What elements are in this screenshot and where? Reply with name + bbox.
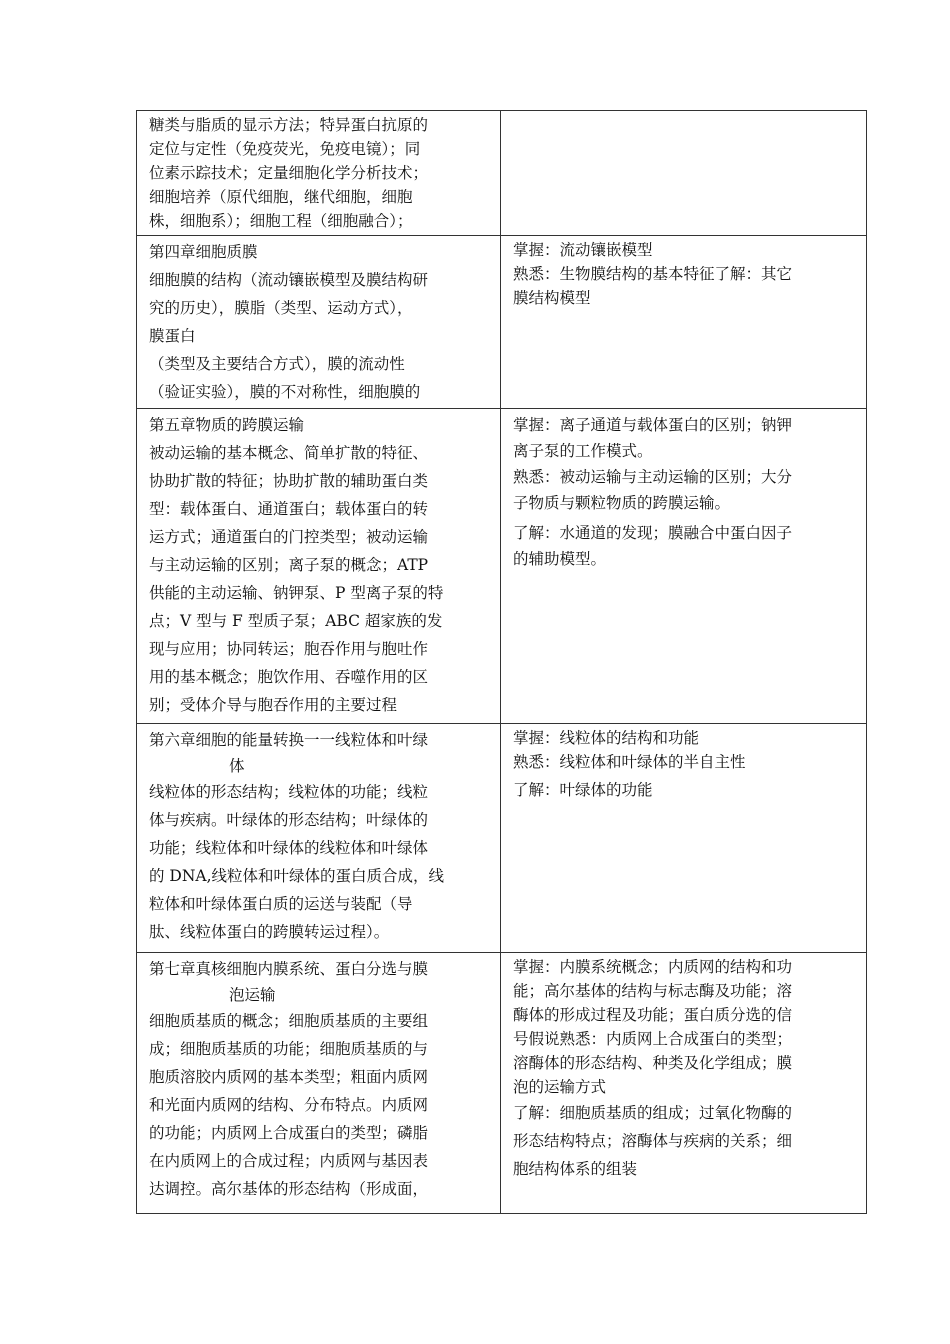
content-line: 成；细胞质基质的功能；细胞质基质的与 bbox=[149, 1040, 429, 1058]
content-line: 细胞膜的结构（流动镶嵌模型及膜结构研 bbox=[149, 271, 429, 289]
content-line: 胞质溶胶内质网的基本类型；粗面内质网 bbox=[149, 1068, 429, 1086]
chapter-title-cont: 泡运输 bbox=[229, 986, 276, 1004]
content-line: 株，细胞系）；细胞工程（细胞融合）； bbox=[149, 212, 413, 230]
content-line: （类型及主要结合方式），膜的流动性 bbox=[149, 355, 405, 373]
content-cell bbox=[137, 409, 501, 724]
table-row bbox=[137, 724, 867, 953]
chapter-title: 第七章真核细胞内膜系统、蛋白分选与膜 bbox=[149, 960, 429, 978]
requirement-line: 胞结构体系的组装 bbox=[513, 1160, 638, 1178]
requirement-line: 的辅助模型。 bbox=[513, 550, 607, 568]
table-row bbox=[137, 236, 867, 409]
table-row bbox=[137, 409, 867, 724]
requirement-line: 号假说熟悉：内质网上合成蛋白的类型； bbox=[513, 1030, 793, 1048]
content-line: 被动运输的基本概念、简单扩散的特征、 bbox=[149, 444, 429, 462]
content-line: 型：载体蛋白、通道蛋白；载体蛋白的转 bbox=[149, 500, 429, 518]
content-line: 现与应用；协同转运；胞吞作用与胞吐作 bbox=[149, 640, 429, 658]
requirement-line: 膜结构模型 bbox=[513, 289, 591, 307]
content-line: 位素示踪技术；定量细胞化学分析技术； bbox=[149, 164, 429, 182]
content-line: 线粒体的形态结构；线粒体的功能；线粒 bbox=[149, 783, 429, 801]
requirement-line: 子物质与颗粒物质的跨膜运输。 bbox=[513, 494, 731, 512]
content-line: 的 DNA,线粒体和叶绿体的蛋白质合成，线 bbox=[149, 867, 445, 885]
requirement-line: 熟悉：被动运输与主动运输的区别；大分 bbox=[513, 468, 793, 486]
requirement-cell bbox=[501, 724, 867, 953]
requirement-line: 了解：叶绿体的功能 bbox=[513, 781, 653, 799]
requirement-cell bbox=[501, 953, 867, 1214]
content-line: 与主动运输的区别；离子泵的概念；ATP bbox=[149, 556, 429, 574]
requirement-line: 能；高尔基体的结构与标志酶及功能；溶 bbox=[513, 982, 793, 1000]
requirement-line: 熟悉：线粒体和叶绿体的半自主性 bbox=[513, 753, 746, 771]
content-line: 细胞质基质的概念；细胞质基质的主要组 bbox=[149, 1012, 429, 1030]
content-line: 功能；线粒体和叶绿体的线粒体和叶绿体 bbox=[149, 839, 429, 857]
content-line: （验证实验），膜的不对称性，细胞膜的 bbox=[149, 383, 421, 401]
content-line: 肽、线粒体蛋白的跨膜转运过程）。 bbox=[149, 923, 390, 941]
content-cell bbox=[137, 111, 501, 236]
requirement-line: 泡的运输方式 bbox=[513, 1078, 607, 1096]
requirement-line: 掌握：离子通道与载体蛋白的区别；钠钾 bbox=[513, 416, 793, 434]
chapter-title: 第六章细胞的能量转换一一线粒体和叶绿 bbox=[149, 731, 429, 749]
requirement-line: 掌握：线粒体的结构和功能 bbox=[513, 729, 700, 747]
content-line: 定位与定性（免疫荧光，免疫电镜）；同 bbox=[149, 140, 421, 158]
requirement-line: 了解：细胞质基质的组成；过氧化物酶的 bbox=[513, 1104, 793, 1122]
requirement-line: 熟悉：生物膜结构的基本特征了解：其它 bbox=[513, 265, 793, 283]
requirement-line: 离子泵的工作模式。 bbox=[513, 442, 653, 460]
content-line: 在内质网上的合成过程；内质网与基因表 bbox=[149, 1152, 429, 1170]
requirement-cell bbox=[501, 236, 867, 409]
content-line: 别；受体介导与胞吞作用的主要过程 bbox=[149, 696, 398, 714]
content-line: 体与疾病。叶绿体的形态结构；叶绿体的 bbox=[149, 811, 429, 829]
content-line: 的功能；内质网上合成蛋白的类型；磷脂 bbox=[149, 1124, 429, 1142]
content-line: 协助扩散的特征；协助扩散的辅助蛋白类 bbox=[149, 472, 429, 490]
content-line: 达调控。高尔基体的形态结构（形成面， bbox=[149, 1180, 429, 1198]
requirement-cell bbox=[501, 111, 867, 236]
content-cell bbox=[137, 953, 501, 1214]
content-line: 运方式；通道蛋白的门控类型；被动运输 bbox=[149, 528, 429, 546]
requirement-line: 溶酶体的形态结构、种类及化学组成；膜 bbox=[513, 1054, 793, 1072]
content-line: 用的基本概念；胞饮作用、吞噬作用的区 bbox=[149, 668, 429, 686]
content-line: 细胞培养（原代细胞，继代细胞，细胞 bbox=[149, 188, 413, 206]
chapter-title-cont: 体 bbox=[229, 757, 245, 775]
requirement-line: 形态结构特点；溶酶体与疾病的关系；细 bbox=[513, 1132, 793, 1150]
content-line: 膜蛋白 bbox=[149, 327, 196, 345]
requirement-line: 了解：水通道的发现；膜融合中蛋白因子 bbox=[513, 524, 793, 542]
content-line: 供能的主动运输、钠钾泵、P 型离子泵的特 bbox=[149, 584, 444, 602]
content-cell bbox=[137, 724, 501, 953]
content-line: 和光面内质网的结构、分布特点。内质网 bbox=[149, 1096, 429, 1114]
table-row bbox=[137, 111, 867, 236]
requirement-cell bbox=[501, 409, 867, 724]
content-cell bbox=[137, 236, 501, 409]
chapter-title: 第四章细胞质膜 bbox=[149, 243, 258, 261]
syllabus-table bbox=[136, 110, 867, 1214]
requirement-line: 酶体的形成过程及功能；蛋白质分选的信 bbox=[513, 1006, 793, 1024]
content-line: 粒体和叶绿体蛋白质的运送与装配（导 bbox=[149, 895, 413, 913]
content-line: 糖类与脂质的显示方法；特异蛋白抗原的 bbox=[149, 116, 429, 134]
table-row bbox=[137, 953, 867, 1214]
requirement-line: 掌握：流动镶嵌模型 bbox=[513, 241, 653, 259]
chapter-title: 第五章物质的跨膜运输 bbox=[149, 416, 305, 434]
content-line: 点；V 型与 F 型质子泵；ABC 超家族的发 bbox=[149, 612, 443, 630]
content-line: 究的历史），膜脂（类型、运动方式）， bbox=[149, 299, 413, 317]
requirement-line: 掌握：内膜系统概念；内质网的结构和功 bbox=[513, 958, 793, 976]
